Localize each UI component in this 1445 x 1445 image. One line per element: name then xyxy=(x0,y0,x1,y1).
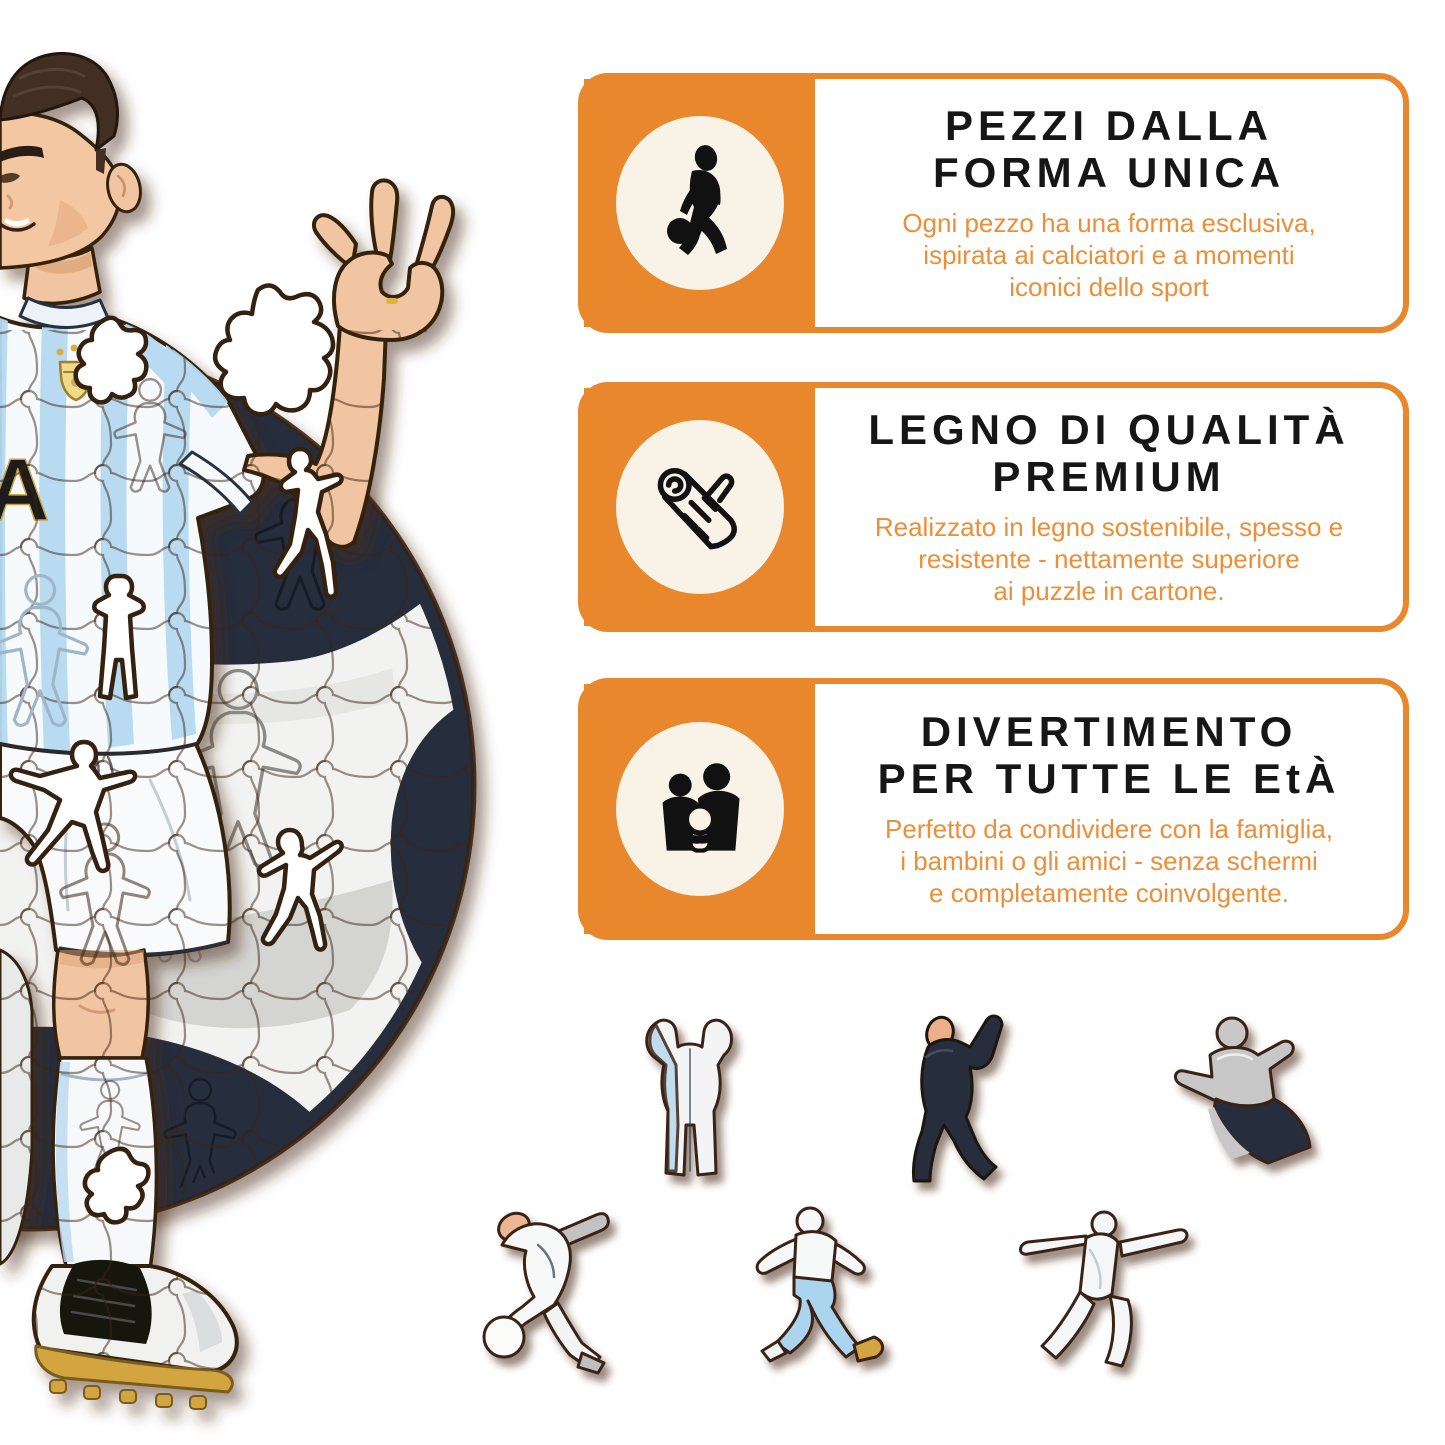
loose-piece-striding-player xyxy=(757,1208,882,1361)
card-icon-block xyxy=(584,79,815,327)
card-title xyxy=(878,708,1341,802)
index-finger xyxy=(371,180,397,260)
pinky-finger xyxy=(416,197,453,272)
card-icon-block xyxy=(584,684,815,934)
loose-puzzle-pieces xyxy=(484,1014,1310,1373)
loose-piece-arms-spread-player xyxy=(1021,1212,1187,1366)
loose-piece-kicking-player xyxy=(484,1208,608,1373)
player-head xyxy=(0,54,145,268)
icon-circle xyxy=(616,722,784,896)
loose-piece-waving-player xyxy=(913,1014,1002,1181)
card-body-line: Perfetto da condividere con la famiglia, xyxy=(884,814,1334,845)
card-body xyxy=(902,208,1315,303)
card-text xyxy=(815,79,1403,327)
card-body-line: ispirata ai calciatori e a momenti xyxy=(923,240,1295,271)
card-title-line: DIVERTIMENTO xyxy=(920,708,1298,756)
family-icon xyxy=(645,757,755,861)
horns-hand xyxy=(314,180,453,340)
card-body xyxy=(885,814,1333,909)
card-title-line: PEZZI DALLA xyxy=(945,102,1273,150)
card-title-line: FORMA UNICA xyxy=(932,149,1286,197)
card-body-line: Realizzato in legno sostenibile, spesso e xyxy=(874,512,1344,543)
feature-card-all-ages xyxy=(578,678,1409,940)
missing-piece-gap xyxy=(215,285,333,414)
puzzle-cut-texture xyxy=(0,330,480,1420)
wood-log-icon xyxy=(645,452,755,562)
loose-piece-kneeling-player xyxy=(1175,1018,1310,1163)
card-body-line: e completamente coinvolgente. xyxy=(929,877,1289,908)
card-title-line: PER TUTTE LE EtÀ xyxy=(877,755,1341,803)
card-body-line: i bambini o gli amici - senza schermi xyxy=(900,846,1318,877)
card-body-line: iconici dello sport xyxy=(1009,271,1209,302)
card-title-line: LEGNO DI QUALITÀ xyxy=(868,406,1350,454)
loose-piece-flexing-player xyxy=(647,1020,732,1175)
card-body-line: ai puzzle in cartone. xyxy=(993,575,1225,606)
card-title xyxy=(868,406,1349,500)
feature-card-unique-pieces xyxy=(578,73,1409,333)
icon-circle xyxy=(616,420,784,594)
dribbling-soccer-player-icon xyxy=(647,143,753,263)
icon-circle xyxy=(616,116,784,290)
card-text xyxy=(815,388,1403,626)
card-text xyxy=(815,684,1403,934)
card-body-line: resistente - nettamente superiore xyxy=(918,544,1300,575)
ring xyxy=(386,298,398,304)
card-icon-block xyxy=(584,388,815,626)
feature-card-premium-wood xyxy=(578,382,1409,632)
card-body-line: Ogni pezzo ha una forma esclusiva, xyxy=(902,208,1316,239)
card-title xyxy=(933,102,1285,196)
card-title-line: PREMIUM xyxy=(992,453,1226,501)
card-body xyxy=(875,512,1343,607)
